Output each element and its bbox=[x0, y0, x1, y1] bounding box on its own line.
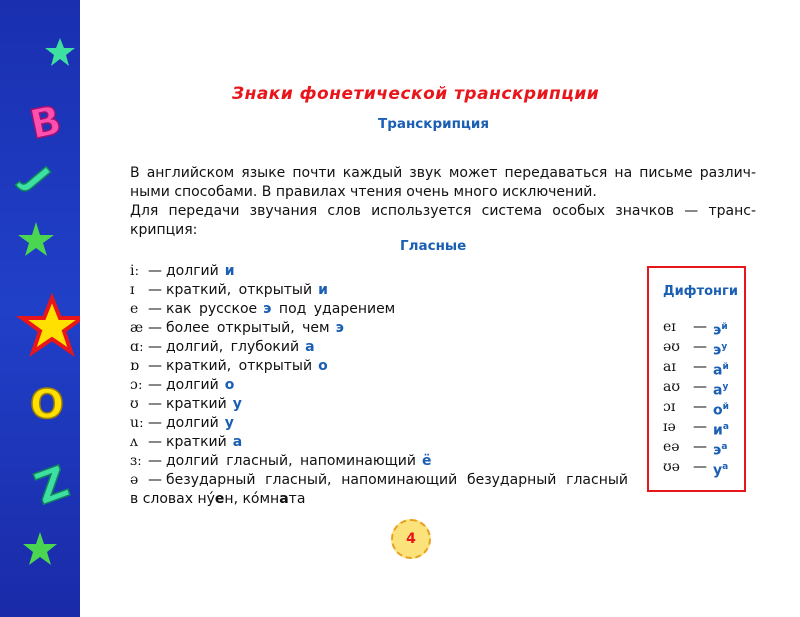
dash: — bbox=[693, 339, 707, 355]
dash: — bbox=[148, 263, 162, 279]
example-text: н, ко́мн bbox=[224, 491, 280, 507]
list-item bbox=[130, 262, 630, 281]
example-highlight: е bbox=[214, 491, 225, 507]
intro-paragraph bbox=[130, 164, 756, 202]
sidebar-decoration bbox=[0, 0, 80, 617]
dash: — bbox=[693, 319, 707, 335]
vowel-desc bbox=[166, 452, 432, 471]
vowel-rus: а bbox=[232, 434, 243, 450]
diphthong-rus-main: а bbox=[713, 362, 723, 379]
vowel-desc bbox=[166, 357, 328, 376]
vowel-desc bbox=[166, 338, 315, 357]
diphthong-symbol: eɪ bbox=[663, 319, 676, 335]
list-item bbox=[130, 395, 630, 414]
dash: — bbox=[148, 339, 162, 355]
vowel-symbol: ɔː bbox=[130, 377, 143, 393]
vowel-symbol: uː bbox=[130, 415, 144, 431]
dash: — bbox=[693, 399, 707, 415]
diphthong-rus-main: э bbox=[713, 342, 722, 359]
vowel-desc-text: как русское bbox=[166, 301, 258, 317]
star-icon bbox=[45, 38, 75, 66]
vowel-desc-text: краткий, открытый bbox=[166, 282, 313, 298]
dash: — bbox=[148, 434, 162, 450]
diphthong-rus bbox=[713, 458, 728, 481]
diphthong-rus-sup: у bbox=[722, 382, 729, 392]
vowel-desc-text: безударный гласный, напоминающий безударный гласный bbox=[166, 472, 628, 488]
decorative-sidebar bbox=[0, 0, 80, 617]
page-number: 4 bbox=[391, 519, 431, 559]
vowel-desc bbox=[166, 376, 234, 395]
dash: — bbox=[693, 439, 707, 455]
vowel-symbol: ʊ bbox=[130, 396, 139, 412]
vowel-symbol: iː bbox=[130, 263, 140, 279]
vowel-symbol: ɜː bbox=[130, 453, 142, 469]
page-subtitle: Транскрипция bbox=[378, 116, 490, 132]
vowel-desc-text: долгий, глубокий bbox=[166, 339, 300, 355]
dash: — bbox=[148, 301, 162, 317]
sidebar-letter-j: J bbox=[15, 159, 59, 199]
list-item bbox=[130, 376, 630, 395]
diphthong-rus-sup: у bbox=[721, 342, 728, 352]
list-item bbox=[130, 357, 630, 376]
vowel-symbol: ə bbox=[130, 472, 139, 488]
vowel-rus: э bbox=[335, 320, 344, 336]
diphthong-symbol: ʊə bbox=[663, 459, 680, 475]
diphthong-rus-main: э bbox=[713, 322, 722, 339]
diphthong-symbol: aɪ bbox=[663, 359, 676, 375]
vowel-symbol: ɑː bbox=[130, 339, 144, 355]
vowel-symbol: æ bbox=[130, 320, 144, 336]
diphthong-rus-main: а bbox=[713, 382, 723, 399]
vowel-rus: и bbox=[224, 263, 235, 279]
vowel-desc-text: краткий bbox=[166, 434, 227, 450]
vowel-rus: э bbox=[263, 301, 272, 317]
vowel-rus: о bbox=[318, 358, 328, 374]
vowel-desc-after: под ударением bbox=[278, 301, 396, 317]
example-text: та bbox=[288, 491, 306, 507]
dash: — bbox=[148, 358, 162, 374]
diphthong-symbol: aʊ bbox=[663, 379, 681, 395]
transcription-paragraph bbox=[130, 202, 756, 240]
sidebar-letter-b: В bbox=[26, 97, 66, 149]
vowel-rus: и bbox=[318, 282, 328, 298]
vowel-rus: у bbox=[232, 396, 242, 412]
vowel-desc-text: краткий, открытый bbox=[166, 358, 313, 374]
vowel-desc bbox=[166, 433, 242, 452]
diphthong-rus-main: и bbox=[713, 422, 723, 439]
diphthong-rus-main: э bbox=[713, 442, 722, 459]
vowel-desc bbox=[166, 300, 395, 319]
vowel-rus: ё bbox=[422, 453, 432, 469]
list-item bbox=[130, 433, 630, 452]
vowel-desc-text: более открытый, чем bbox=[166, 320, 330, 336]
diphthong-rus-main: у bbox=[713, 462, 723, 479]
dash: — bbox=[148, 472, 162, 488]
vowel-desc bbox=[166, 414, 234, 433]
vowel-rus: у bbox=[224, 415, 234, 431]
list-item bbox=[130, 281, 630, 300]
vowel-symbol: e bbox=[130, 301, 139, 317]
list-item-schwa bbox=[130, 471, 630, 490]
star-icon bbox=[22, 298, 80, 352]
vowels-title: Гласные bbox=[400, 238, 467, 254]
diphthong-rus-sup: а bbox=[722, 422, 729, 432]
star-icon bbox=[18, 222, 54, 256]
list-item bbox=[130, 414, 630, 433]
vowel-desc bbox=[166, 395, 242, 414]
diphthong-rus-sup: а bbox=[721, 442, 728, 452]
vowel-desc-text: краткий bbox=[166, 396, 227, 412]
dash: — bbox=[693, 379, 707, 395]
intro-line-2: ными способами. В правилах чтения очень много исключений. bbox=[130, 184, 597, 200]
vowel-symbol: ɪ bbox=[130, 282, 135, 298]
list-item bbox=[130, 452, 630, 471]
list-item bbox=[130, 300, 630, 319]
list-item-schwa-examples bbox=[130, 490, 630, 509]
vowel-symbol: ɒ bbox=[130, 358, 139, 374]
example-text: в словах ну́ bbox=[130, 491, 215, 507]
sidebar-letter-o: O bbox=[30, 382, 65, 428]
vowel-desc bbox=[166, 319, 344, 338]
transcription-line-2: крипция: bbox=[130, 222, 198, 238]
schwa-examples bbox=[130, 490, 305, 509]
diphthongs-title: Дифтонги bbox=[663, 284, 738, 299]
example-highlight: а bbox=[279, 491, 289, 507]
list-item bbox=[130, 319, 630, 338]
vowel-symbol: ʌ bbox=[130, 434, 138, 450]
diphthong-rus-main: о bbox=[713, 402, 723, 419]
vowel-rus: о bbox=[224, 377, 235, 393]
vowel-desc-text: долгий bbox=[166, 415, 219, 431]
dash: — bbox=[148, 415, 162, 431]
dash: — bbox=[693, 419, 707, 435]
diphthong-rus-sup: й bbox=[722, 402, 729, 412]
vowel-desc bbox=[166, 281, 328, 300]
vowels-list bbox=[130, 262, 630, 509]
dash: — bbox=[693, 459, 707, 475]
dash: — bbox=[148, 453, 162, 469]
diphthong-rus-sup: й bbox=[722, 362, 729, 372]
diphthong-symbol: eə bbox=[663, 439, 680, 455]
dash: — bbox=[148, 282, 162, 298]
list-item bbox=[130, 338, 630, 357]
vowel-rus: а bbox=[305, 339, 315, 355]
page-title: Знаки фонетической транскрипции bbox=[232, 84, 600, 104]
dash: — bbox=[148, 320, 162, 336]
dash: — bbox=[148, 396, 162, 412]
diphthongs-box bbox=[647, 266, 746, 492]
diphthong-symbol: ɪə bbox=[663, 419, 676, 435]
transcription-line-1: Для передачи звучания слов используется система особых значков — транс- bbox=[130, 203, 756, 219]
vowel-desc bbox=[166, 262, 235, 281]
intro-line-1: В английском языке почти каждый звук может передаваться на письме различ- bbox=[130, 165, 756, 181]
sidebar-letter-z: Z bbox=[28, 456, 76, 516]
vowel-desc-text: долгий гласный, напоминающий bbox=[166, 453, 416, 469]
diphthong-rus-sup: й bbox=[721, 322, 728, 332]
diphthong-symbol: ɔɪ bbox=[663, 399, 676, 415]
diphthong-symbol: əʊ bbox=[663, 339, 680, 355]
star-icon bbox=[23, 532, 57, 565]
dash: — bbox=[148, 377, 162, 393]
dash: — bbox=[693, 359, 707, 375]
vowel-desc-text: долгий bbox=[166, 377, 219, 393]
vowel-desc-text: долгий bbox=[166, 263, 219, 279]
diphthong-rus-sup: а bbox=[722, 462, 729, 472]
